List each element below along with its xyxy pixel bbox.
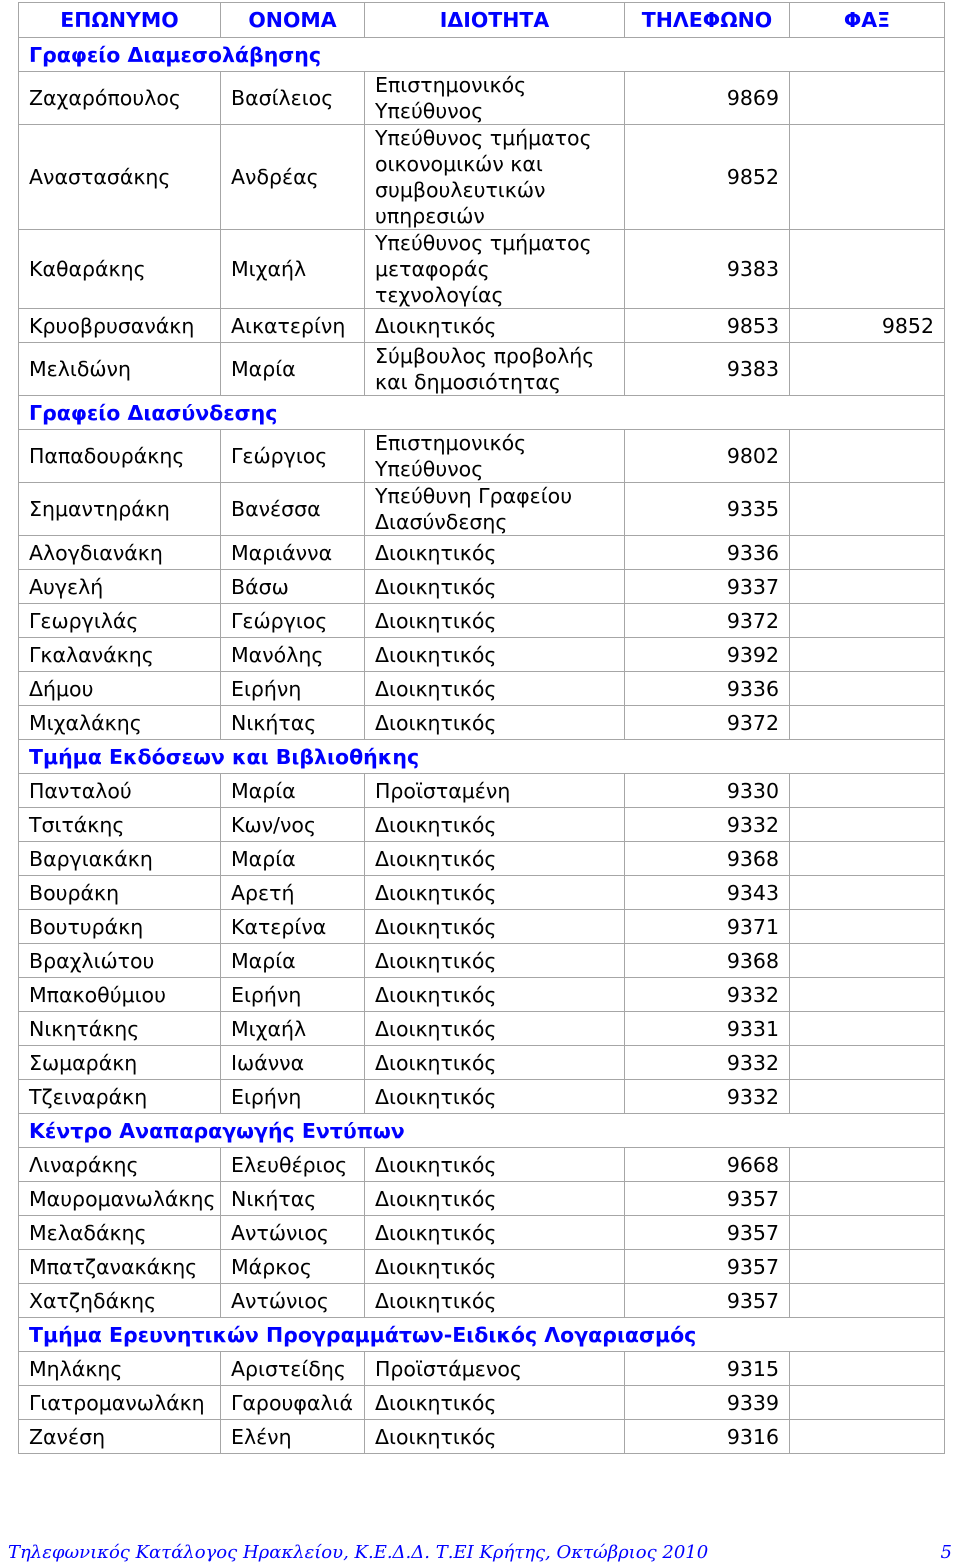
- cell-fax: [790, 125, 945, 230]
- table-row: [19, 672, 945, 706]
- cell-role: Διοικητικός: [365, 1216, 625, 1250]
- cell-name: Αντώνιος: [221, 1216, 365, 1250]
- cell-surname: Λιναράκης: [19, 1148, 221, 1182]
- cell-fax: [790, 672, 945, 706]
- cell-role: Διοικητικός: [365, 570, 625, 604]
- table-row: [19, 230, 945, 309]
- cell-surname: Σωμαράκη: [19, 1046, 221, 1080]
- section-title: Κέντρο Αναπαραγωγής Εντύπων: [19, 1114, 945, 1148]
- column-header-fax: ΦΑΞ: [790, 3, 945, 38]
- cell-surname: Τζειναράκη: [19, 1080, 221, 1114]
- table-row: [19, 944, 945, 978]
- cell-role: Προϊστάμενος: [365, 1352, 625, 1386]
- table-row: [19, 72, 945, 125]
- cell-fax: [790, 1284, 945, 1318]
- cell-surname: Σημαντηράκη: [19, 483, 221, 536]
- cell-name: Μαρία: [221, 774, 365, 808]
- section-title: Τμήμα Ερευνητικών Προγραμμάτων-Ειδικός Λογαριασμός: [19, 1318, 945, 1352]
- cell-fax: [790, 876, 945, 910]
- column-header-surname: ΕΠΩΝΥΜΟ: [19, 3, 221, 38]
- cell-name: Μαρία: [221, 343, 365, 396]
- cell-phone: 9332: [625, 978, 790, 1012]
- cell-role: Διοικητικός: [365, 536, 625, 570]
- cell-name: Μανόλης: [221, 638, 365, 672]
- cell-surname: Κρυοβρυσανάκη: [19, 309, 221, 343]
- table-row: [19, 1148, 945, 1182]
- cell-name: Νικήτας: [221, 706, 365, 740]
- cell-name: Αικατερίνη: [221, 309, 365, 343]
- table-row: [19, 570, 945, 604]
- cell-phone: 9336: [625, 536, 790, 570]
- cell-surname: Χατζηδάκης: [19, 1284, 221, 1318]
- cell-surname: Βαργιακάκη: [19, 842, 221, 876]
- cell-fax: [790, 72, 945, 125]
- cell-name: Ειρήνη: [221, 978, 365, 1012]
- cell-role: Επιστημονικός Υπεύθυνος: [365, 430, 625, 483]
- table-row: [19, 604, 945, 638]
- cell-name: Αρετή: [221, 876, 365, 910]
- cell-name: Μιχαήλ: [221, 1012, 365, 1046]
- phone-directory-table: [18, 2, 945, 1454]
- cell-fax: [790, 1250, 945, 1284]
- page-footer: [8, 1542, 952, 1563]
- cell-phone: 9316: [625, 1420, 790, 1454]
- cell-surname: Μιχαλάκης: [19, 706, 221, 740]
- cell-role: Υπεύθυνος τμήματος οικονομικών και συμβουλευτικών υπηρεσιών: [365, 125, 625, 230]
- cell-role: Διοικητικός: [365, 309, 625, 343]
- cell-role: Υπεύθυνη Γραφείου Διασύνδεσης: [365, 483, 625, 536]
- cell-fax: [790, 1182, 945, 1216]
- cell-phone: 9392: [625, 638, 790, 672]
- section-title: Γραφείο Διαμεσολάβησης: [19, 38, 945, 72]
- cell-name: Αντώνιος: [221, 1284, 365, 1318]
- cell-role: Διοικητικός: [365, 944, 625, 978]
- cell-surname: Καθαράκης: [19, 230, 221, 309]
- cell-phone: 9383: [625, 230, 790, 309]
- table-row: [19, 430, 945, 483]
- table-row: [19, 1182, 945, 1216]
- cell-surname: Μηλάκης: [19, 1352, 221, 1386]
- cell-phone: 9852: [625, 125, 790, 230]
- cell-fax: [790, 483, 945, 536]
- cell-phone: 9368: [625, 842, 790, 876]
- cell-name: Ιωάννα: [221, 1046, 365, 1080]
- section-title: Τμήμα Εκδόσεων και Βιβλιοθήκης: [19, 740, 945, 774]
- cell-phone: 9332: [625, 1080, 790, 1114]
- cell-role: Διοικητικός: [365, 978, 625, 1012]
- cell-phone: 9371: [625, 910, 790, 944]
- cell-phone: 9332: [625, 808, 790, 842]
- cell-phone: 9332: [625, 1046, 790, 1080]
- cell-fax: [790, 1046, 945, 1080]
- cell-phone: 9337: [625, 570, 790, 604]
- table-row: [19, 638, 945, 672]
- cell-role: Διοικητικός: [365, 672, 625, 706]
- cell-name: Γαρουφαλιά: [221, 1386, 365, 1420]
- cell-surname: Αυγελή: [19, 570, 221, 604]
- cell-surname: Πανταλού: [19, 774, 221, 808]
- cell-name: Μαρία: [221, 944, 365, 978]
- cell-surname: Παπαδουράκης: [19, 430, 221, 483]
- cell-phone: 9869: [625, 72, 790, 125]
- table-row: [19, 1284, 945, 1318]
- cell-surname: Βουτυράκη: [19, 910, 221, 944]
- cell-fax: 9852: [790, 309, 945, 343]
- cell-phone: 9383: [625, 343, 790, 396]
- section-header-row: [19, 396, 945, 430]
- table-row: [19, 483, 945, 536]
- table-row: [19, 536, 945, 570]
- cell-name: Ανδρέας: [221, 125, 365, 230]
- cell-surname: Μελιδώνη: [19, 343, 221, 396]
- cell-fax: [790, 910, 945, 944]
- section-header-row: [19, 1114, 945, 1148]
- table-row: [19, 1216, 945, 1250]
- cell-role: Διοικητικός: [365, 604, 625, 638]
- cell-name: Ελευθέριος: [221, 1148, 365, 1182]
- cell-role: Διοικητικός: [365, 706, 625, 740]
- cell-fax: [790, 570, 945, 604]
- section-header-row: [19, 38, 945, 72]
- cell-fax: [790, 808, 945, 842]
- cell-surname: Ζαχαρόπουλος: [19, 72, 221, 125]
- cell-phone: 9668: [625, 1148, 790, 1182]
- table-row: [19, 876, 945, 910]
- cell-role: Προϊσταμένη: [365, 774, 625, 808]
- cell-fax: [790, 430, 945, 483]
- page-number: 5: [940, 1542, 952, 1563]
- cell-fax: [790, 1352, 945, 1386]
- cell-phone: 9368: [625, 944, 790, 978]
- cell-phone: 9357: [625, 1250, 790, 1284]
- cell-role: Διοικητικός: [365, 1148, 625, 1182]
- cell-fax: [790, 343, 945, 396]
- cell-surname: Γεωργιλάς: [19, 604, 221, 638]
- table-row: [19, 1420, 945, 1454]
- cell-phone: 9331: [625, 1012, 790, 1046]
- cell-fax: [790, 1216, 945, 1250]
- cell-name: Βάσω: [221, 570, 365, 604]
- cell-surname: Τσιτάκης: [19, 808, 221, 842]
- table-header-row: [19, 3, 945, 38]
- cell-role: Διοικητικός: [365, 1046, 625, 1080]
- section-header-row: [19, 1318, 945, 1352]
- table-row: [19, 910, 945, 944]
- cell-fax: [790, 774, 945, 808]
- section-header-row: [19, 740, 945, 774]
- cell-role: Διοικητικός: [365, 1080, 625, 1114]
- cell-phone: 9315: [625, 1352, 790, 1386]
- table-row: [19, 1080, 945, 1114]
- cell-surname: Νικητάκης: [19, 1012, 221, 1046]
- table-row: [19, 774, 945, 808]
- cell-fax: [790, 1012, 945, 1046]
- cell-fax: [790, 1420, 945, 1454]
- cell-role: Διοικητικός: [365, 808, 625, 842]
- cell-surname: Μελαδάκης: [19, 1216, 221, 1250]
- cell-surname: Αναστασάκης: [19, 125, 221, 230]
- cell-name: Ελένη: [221, 1420, 365, 1454]
- cell-role: Διοικητικός: [365, 1420, 625, 1454]
- table-row: [19, 1046, 945, 1080]
- column-header-name: ΟΝΟΜΑ: [221, 3, 365, 38]
- cell-phone: 9357: [625, 1216, 790, 1250]
- table-row: [19, 706, 945, 740]
- table-row: [19, 309, 945, 343]
- cell-role: Διοικητικός: [365, 876, 625, 910]
- cell-role: Διοικητικός: [365, 1182, 625, 1216]
- column-header-role: ΙΔΙΟΤΗΤΑ: [365, 3, 625, 38]
- cell-role: Διοικητικός: [365, 1386, 625, 1420]
- cell-fax: [790, 978, 945, 1012]
- cell-phone: 9336: [625, 672, 790, 706]
- cell-phone: 9330: [625, 774, 790, 808]
- cell-phone: 9335: [625, 483, 790, 536]
- cell-phone: 9372: [625, 604, 790, 638]
- cell-fax: [790, 842, 945, 876]
- cell-role: Επιστημονικός Υπεύθυνος: [365, 72, 625, 125]
- cell-surname: Γκαλανάκης: [19, 638, 221, 672]
- cell-fax: [790, 230, 945, 309]
- cell-name: Γεώργιος: [221, 430, 365, 483]
- section-title: Γραφείο Διασύνδεσης: [19, 396, 945, 430]
- cell-role: Διοικητικός: [365, 910, 625, 944]
- cell-fax: [790, 1148, 945, 1182]
- cell-surname: Βραχλιώτου: [19, 944, 221, 978]
- cell-surname: Μπακοθύμιου: [19, 978, 221, 1012]
- cell-name: Μαριάννα: [221, 536, 365, 570]
- cell-fax: [790, 706, 945, 740]
- cell-surname: Δήμου: [19, 672, 221, 706]
- cell-role: Σύμβουλος προβολής και δημοσιότητας: [365, 343, 625, 396]
- cell-fax: [790, 604, 945, 638]
- cell-name: Αριστείδης: [221, 1352, 365, 1386]
- cell-name: Κατερίνα: [221, 910, 365, 944]
- table-row: [19, 842, 945, 876]
- cell-fax: [790, 1386, 945, 1420]
- table-row: [19, 125, 945, 230]
- cell-name: Ειρήνη: [221, 672, 365, 706]
- table-row: [19, 808, 945, 842]
- cell-phone: 9372: [625, 706, 790, 740]
- table-row: [19, 1352, 945, 1386]
- cell-name: Ειρήνη: [221, 1080, 365, 1114]
- cell-name: Γεώργιος: [221, 604, 365, 638]
- column-header-phone: ΤΗΛΕΦΩΝΟ: [625, 3, 790, 38]
- cell-surname: Γιατρομανωλάκη: [19, 1386, 221, 1420]
- cell-surname: Αλογδιανάκη: [19, 536, 221, 570]
- cell-surname: Μαυρομανωλάκης: [19, 1182, 221, 1216]
- cell-name: Νικήτας: [221, 1182, 365, 1216]
- cell-role: Διοικητικός: [365, 1012, 625, 1046]
- cell-role: Διοικητικός: [365, 842, 625, 876]
- cell-name: Βανέσσα: [221, 483, 365, 536]
- cell-fax: [790, 638, 945, 672]
- cell-name: Κων/νος: [221, 808, 365, 842]
- cell-role: Διοικητικός: [365, 1250, 625, 1284]
- cell-phone: 9802: [625, 430, 790, 483]
- cell-fax: [790, 1080, 945, 1114]
- cell-role: Διοικητικός: [365, 1284, 625, 1318]
- table-row: [19, 1250, 945, 1284]
- table-row: [19, 978, 945, 1012]
- cell-fax: [790, 536, 945, 570]
- cell-phone: 9339: [625, 1386, 790, 1420]
- cell-name: Βασίλειος: [221, 72, 365, 125]
- cell-phone: 9357: [625, 1182, 790, 1216]
- cell-surname: Μπατζανακάκης: [19, 1250, 221, 1284]
- cell-phone: 9853: [625, 309, 790, 343]
- cell-role: Διοικητικός: [365, 638, 625, 672]
- table-row: [19, 1386, 945, 1420]
- cell-phone: 9357: [625, 1284, 790, 1318]
- cell-surname: Βουράκη: [19, 876, 221, 910]
- cell-name: Μαρία: [221, 842, 365, 876]
- cell-fax: [790, 944, 945, 978]
- cell-phone: 9343: [625, 876, 790, 910]
- table-row: [19, 1012, 945, 1046]
- cell-name: Μιχαήλ: [221, 230, 365, 309]
- table-row: [19, 343, 945, 396]
- cell-role: Υπεύθυνος τμήματος μεταφοράς τεχνολογίας: [365, 230, 625, 309]
- cell-surname: Ζανέση: [19, 1420, 221, 1454]
- table-body: [19, 38, 945, 1454]
- cell-name: Μάρκος: [221, 1250, 365, 1284]
- footer-text: Τηλεφωνικός Κατάλογος Ηρακλείου, Κ.Ε.Δ.Δ. Τ.ΕΙ Κρήτης, Οκτώβριος 2010: [8, 1542, 709, 1563]
